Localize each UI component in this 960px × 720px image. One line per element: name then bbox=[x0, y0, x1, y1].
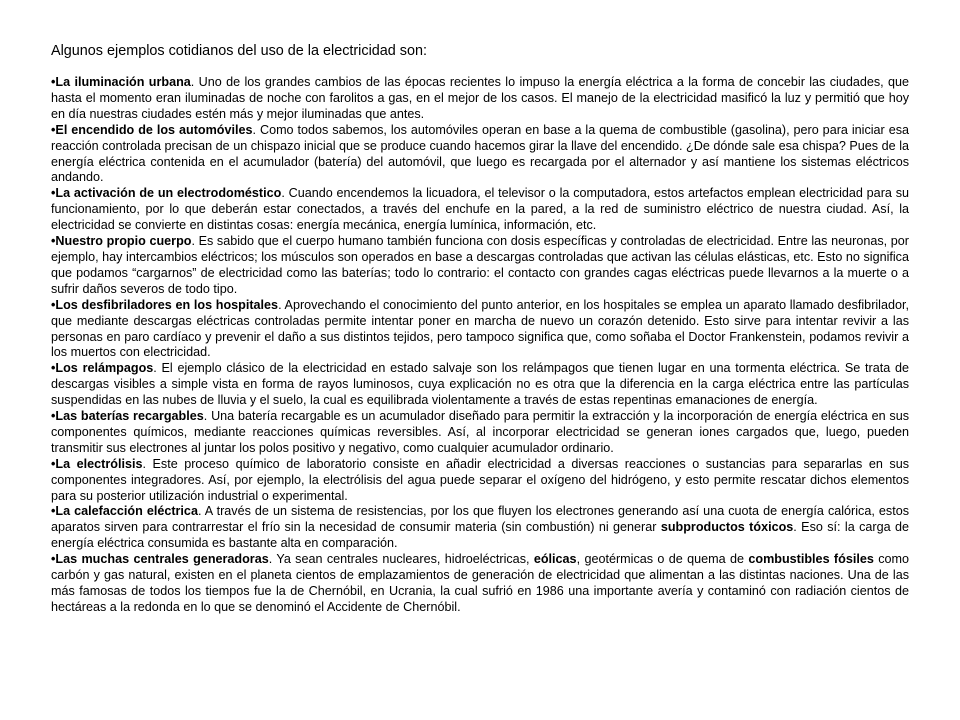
item-emphasis: eólicas bbox=[533, 552, 577, 567]
item-text: como carbón y gas natural, existen en el planeta cientos de emplazamientos de generación de electricidad que alimentan a las distintas naciones. Una de las más famosas de todos los tiempos fue la de Chernóbil, en Ucrania, la cual sufrió en 1986 una importante avería y contaminó con radiación cientos de hectáreas a la redonda en lo que se denominó el Accidente de Chernóbil. bbox=[51, 552, 909, 614]
examples-list bbox=[51, 75, 909, 616]
item-title: El encendido de los automóviles bbox=[55, 122, 253, 137]
item-text: . Una batería recargable es un acumulador diseñado para permitir la extracción y la incorporación de energía eléctrica en sus componentes químicos, mediante reacciones químicas reversibles. Así, al incorporar electricidad se generan iones cargados que, luego, pueden transmitir sus electrones al juntar los polos positivo y negativo, como cualquier acumulador ordinario. bbox=[51, 409, 910, 455]
list-item bbox=[51, 298, 909, 362]
list-item bbox=[51, 186, 909, 234]
item-text: . Eso sí: la carga de energía eléctrica consumida es bastante alta en comparación. bbox=[51, 520, 910, 551]
item-title: La activación de un electrodoméstico bbox=[55, 186, 282, 201]
bullet-icon: • bbox=[51, 186, 56, 201]
list-item bbox=[51, 361, 909, 409]
item-text: . Ya sean centrales nucleares, hidroeléctricas, bbox=[268, 552, 534, 567]
item-title: La electrólisis bbox=[55, 456, 143, 471]
item-text: . Es sabido que el cuerpo humano también funciona con dosis específicas y controladas de electricidad. Entre las neuronas, por ejemplo, hay intercambios eléctricos; los músculos son operados en base a descargas controladas que activan las células elásticas, etc. Esto no significa que podamos “cargarnos” de electricidad como las baterías; todo lo contrario: el contacto con grandes cagas eléctricas puede llevarnos a la muerte o a sufrir daños severos de todo tipo. bbox=[51, 234, 909, 296]
item-text: , geotérmicas o de quema de bbox=[576, 552, 749, 567]
document-page bbox=[51, 43, 909, 616]
item-title: Los relámpagos bbox=[55, 361, 154, 376]
bullet-icon: • bbox=[51, 297, 56, 312]
bullet-icon: • bbox=[51, 122, 56, 137]
item-text: . Cuando encendemos la licuadora, el televisor o la computadora, estos artefactos emplean electricidad para su funcionamiento, por lo que deberán estar conectados, a través del enchufe en la pared, a la red de suministro eléctrico de nuestra ciudad. Así, la electricidad se convierte en distintas cosas: energía mecánica, energía lumínica, información, etc. bbox=[51, 186, 909, 233]
list-item bbox=[51, 552, 909, 616]
list-item bbox=[51, 504, 909, 552]
bullet-icon: • bbox=[51, 456, 56, 471]
bullet-icon: • bbox=[51, 361, 56, 376]
item-title: La calefacción eléctrica bbox=[55, 504, 198, 519]
bullet-icon: • bbox=[51, 75, 56, 89]
item-text: . Este proceso químico de laboratorio consiste en añadir electricidad a diversas reacciones o sustancias para separarlas en sus componentes integradores. Así, por ejemplo, la electrólisis del agua puede separar el oxígeno del hidrógeno, y esto permite rescatar dichos elementos para su posterior utilización industrial o experimental. bbox=[51, 456, 910, 503]
item-text: . Aprovechando el conocimiento del punto anterior, en los hospitales se emplea un aparato llamado desfibrilador, que mediante descargas eléctricas controladas permite intentar poner en marcha de nuevo un corazón detenido. Esto sirve para intentar revivir a las personas en paro cardíaco y prevenir el daño a sus distintos tejidos, pero tampoco significa que, como soñaba el Doctor Frankenstein, podamos revivir a los muertos con electricidad. bbox=[51, 297, 909, 360]
bullet-icon: • bbox=[51, 234, 56, 249]
bullet-icon: • bbox=[51, 504, 56, 519]
list-item bbox=[51, 234, 909, 298]
list-item bbox=[51, 75, 909, 123]
item-emphasis: combustibles fósiles bbox=[748, 552, 874, 567]
list-item bbox=[51, 123, 909, 187]
bullet-icon: • bbox=[51, 409, 56, 424]
item-text: . El ejemplo clásico de la electricidad en estado salvaje son los relámpagos que tienen lugar en una tormenta eléctrica. Se trata de descargas visibles a simple vista en forma de rayos luminosos, cuya explicación no es otra que la diferencia en la carga eléctrica entre las partículas suspendidas en las nubes de lluvia y el suelo, la cual es equilibrada violentamente a través de estas repentinas emanaciones de energía. bbox=[51, 361, 909, 408]
item-emphasis: subproductos tóxicos bbox=[660, 520, 794, 535]
item-text: . A través de un sistema de resistencias, por los que fluyen los electrones generando así una cuota de energía calórica, estos aparatos sirven para contrarrestar el frío sin la necesidad de consumir materia (sin combustión) ni generar bbox=[51, 504, 909, 535]
item-title: La iluminación urbana bbox=[55, 75, 191, 89]
item-title: Las muchas centrales generadoras bbox=[55, 552, 269, 567]
item-title: Nuestro propio cuerpo bbox=[55, 234, 192, 249]
bullet-icon: • bbox=[51, 552, 56, 567]
document-heading: Algunos ejemplos cotidianos del uso de la electricidad son: bbox=[51, 43, 427, 59]
item-text: . Como todos sabemos, los automóviles operan en base a la quema de combustible (gasolina), pero para iniciar esa reacción controlada precisan de un chispazo inicial que se produce cuando hacemos girar la llave del encendido. ¿De dónde sale esa chispa? Pues de la energía eléctrica contenida en el acumulador (batería) del automóvil, que luego es recargada por el alternador y así mantiene los sistemas eléctricos andando. bbox=[51, 122, 910, 185]
item-text: . Uno de los grandes cambios de las épocas recientes lo impuso la energía eléctrica a la forma de concebir las ciudades, que hasta el momento eran iluminadas de noche con farolitos a gas, en el mejor de los casos. El manejo de la electricidad masificó la luz y permitió que hoy en día nuestras ciudades estén más y mejor iluminadas que antes. bbox=[51, 75, 909, 121]
item-title: Los desfibriladores en los hospitales bbox=[55, 297, 279, 312]
list-item bbox=[51, 409, 909, 457]
list-item bbox=[51, 457, 909, 505]
item-title: Las baterías recargables bbox=[55, 409, 204, 424]
